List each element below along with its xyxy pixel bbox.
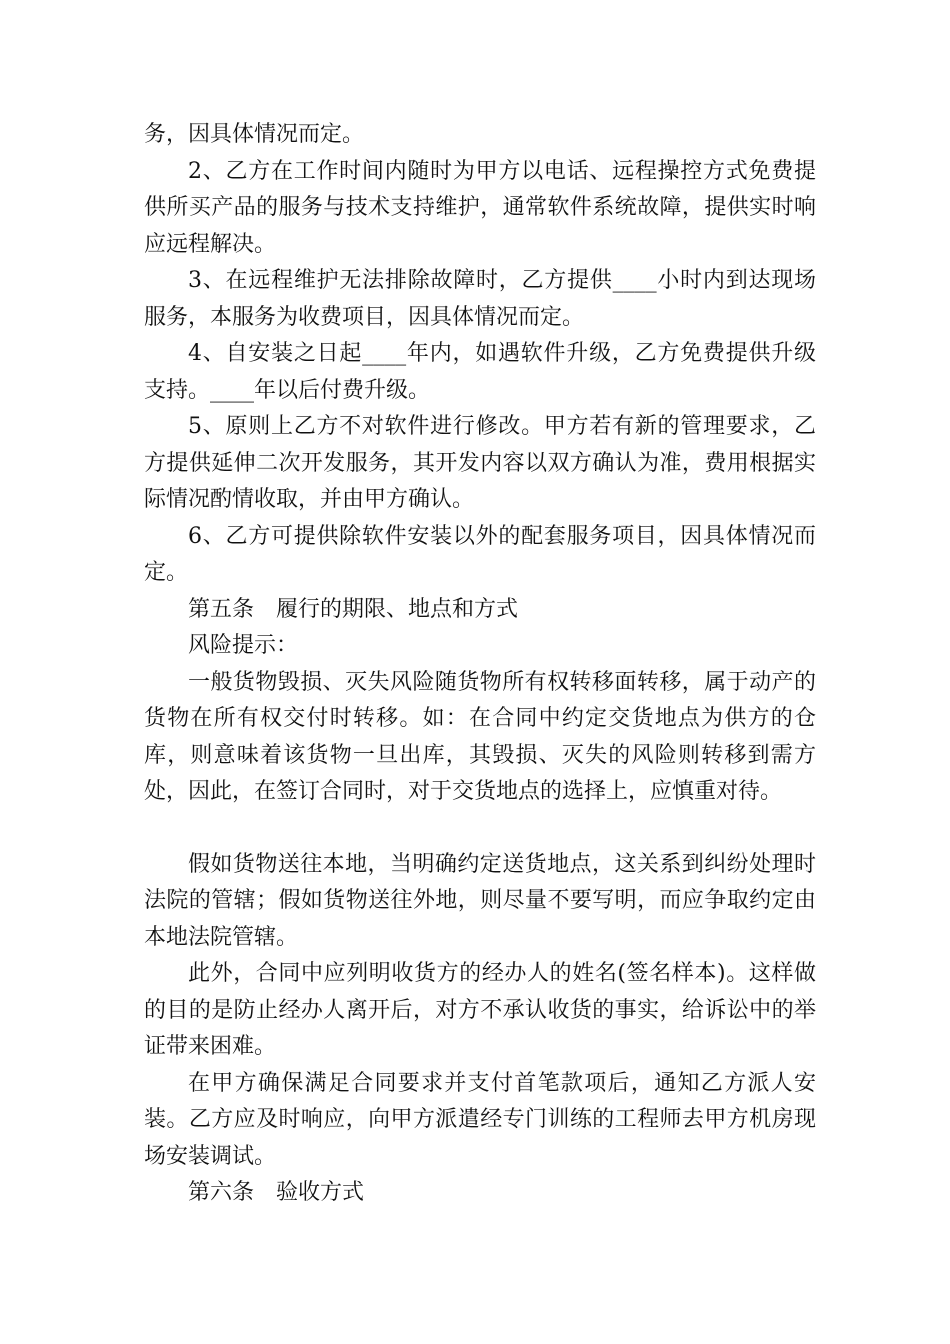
section-heading-article-5: 第五条 履行的期限、地点和方式 — [188, 596, 519, 622]
document-body — [144, 117, 816, 1212]
paragraph-item-3: 3、在远程维护无法排除故障时，乙方提供____小时内到达现场服务，本服务为收费项目，因具体情况而定。 — [144, 268, 816, 330]
paragraph-risk-transfer: 一般货物毁损、灭失风险随货物所有权转移面转移，属于动产的货物在所有权交付时转移。如：在合同中约定交货地点为供方的仓库，则意味着该货物一旦出库，其毁损、灭失的风险则转移到需方处，因此，在签订合同时，对于交货地点的选择上，应慎重对待。 — [144, 669, 816, 804]
paragraph-receiver-agent: 此外，合同中应列明收货方的经办人的姓名(签名样本)。这样做的目的是防止经办人离开后，对方不承认收货的事实，给诉讼中的举证带来困难。 — [144, 961, 816, 1059]
paragraph-installation: 在甲方确保满足合同要求并支付首笔款项后，通知乙方派人安装。乙方应及时响应，向甲方派遣经专门训练的工程师去甲方机房现场安装调试。 — [144, 1070, 816, 1169]
risk-notice-label: 风险提示： — [188, 633, 299, 658]
paragraph-item-5: 5、原则上乙方不对软件进行修改。甲方若有新的管理要求，乙方提供延伸二次开发服务，其开发内容以双方确认为准，费用根据实际情况酌情收取，并由甲方确认。 — [144, 414, 816, 512]
paragraph-item-4: 4、自安装之日起____年内，如遇软件升级，乙方免费提供升级支持。____年以后付费升级。 — [144, 341, 816, 403]
section-heading-article-6: 第六条 验收方式 — [188, 1180, 365, 1205]
paragraph-continuation: 务，因具体情况而定。 — [144, 122, 365, 147]
paragraph-item-2: 2、乙方在工作时间内随时为甲方以电话、远程操控方式免费提供所买产品的服务与技术支持维护，通常软件系统故障，提供实时响应远程解决。 — [144, 158, 816, 257]
paragraph-delivery-location: 假如货物送往本地，当明确约定送货地点，这关系到纠纷处理时法院的管辖；假如货物送往外地，则尽量不要写明，而应争取约定由本地法院管辖。 — [144, 851, 816, 950]
paragraph-item-6: 6、乙方可提供除软件安装以外的配套服务项目，因具体情况而定。 — [144, 523, 816, 585]
